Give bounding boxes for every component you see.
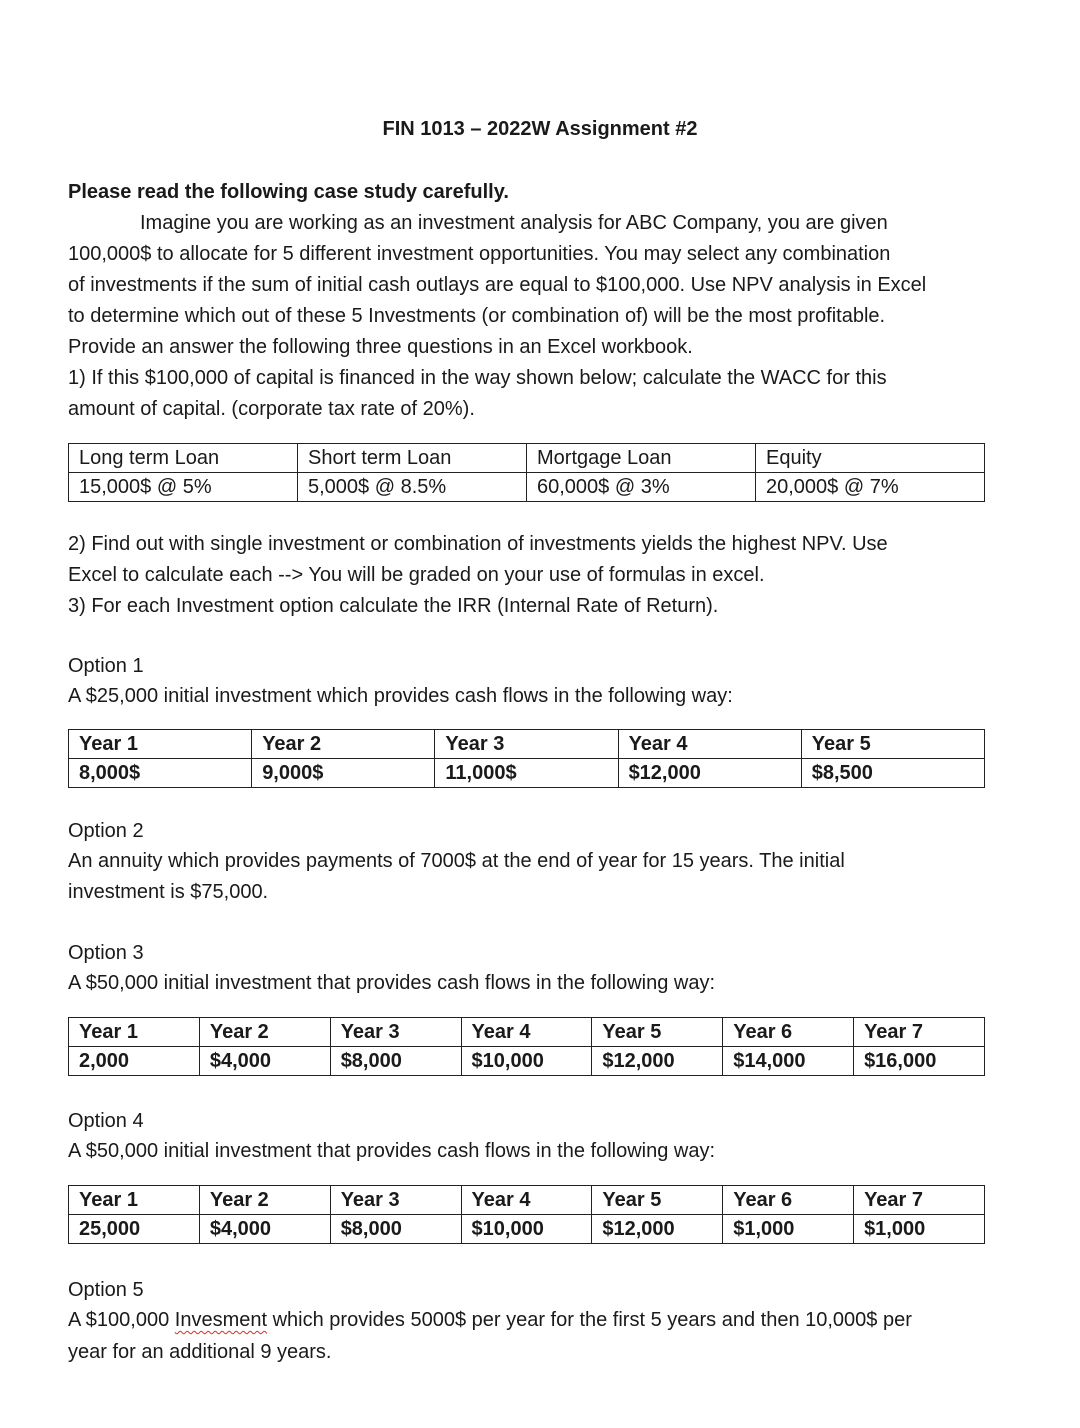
intro-line: of investments if the sum of initial cash outlays are equal to $100,000. Use NPV analysis in Excel bbox=[68, 274, 927, 296]
option-1-description: A $25,000 initial investment which provides cash flows in the following way: bbox=[68, 685, 733, 707]
intro-line: to determine which out of these 5 Investments (or combination of) will be the most profitable. bbox=[68, 305, 886, 327]
table-header-cell: Year 3 bbox=[435, 730, 618, 759]
table-header-cell: Year 5 bbox=[801, 730, 984, 759]
table-cell: $16,000 bbox=[854, 1047, 985, 1076]
table-header-cell: Year 6 bbox=[723, 1018, 854, 1047]
table-header-cell: Year 3 bbox=[330, 1186, 461, 1215]
option-4-label: Option 4 bbox=[68, 1110, 144, 1132]
table-cell: $8,500 bbox=[801, 759, 984, 788]
option-2-description: An annuity which provides payments of 7000$ at the end of year for 15 years. The initial bbox=[68, 850, 845, 872]
table-cell: $4,000 bbox=[199, 1215, 330, 1244]
option-4-table bbox=[68, 1185, 985, 1244]
table-row bbox=[69, 730, 985, 759]
table-header-cell: Year 7 bbox=[854, 1186, 985, 1215]
question-3-line: 3) For each Investment option calculate the IRR (Internal Rate of Return). bbox=[68, 595, 719, 617]
table-header-cell: Short term Loan bbox=[298, 444, 527, 473]
page-title: FIN 1013 – 2022W Assignment #2 bbox=[382, 118, 698, 140]
option-5-text: which provides 5000$ per year for the first 5 years and then 10,000$ per bbox=[267, 1309, 912, 1331]
question-2-line: Excel to calculate each --> You will be graded on your use of formulas in excel. bbox=[68, 564, 765, 586]
question-2-line: 2) Find out with single investment or combination of investments yields the highest NPV. Use bbox=[68, 533, 888, 555]
table-header-cell: Long term Loan bbox=[69, 444, 298, 473]
intro-line: Imagine you are working as an investment analysis for ABC Company, you are given bbox=[140, 212, 888, 234]
option-3-table bbox=[68, 1017, 985, 1076]
option-2-label: Option 2 bbox=[68, 820, 144, 842]
table-header-cell: Year 5 bbox=[592, 1186, 723, 1215]
table-header-cell: Year 7 bbox=[854, 1018, 985, 1047]
table-cell: 2,000 bbox=[69, 1047, 200, 1076]
option-5-description: year for an additional 9 years. bbox=[68, 1341, 332, 1363]
intro-line: Provide an answer the following three questions in an Excel workbook. bbox=[68, 336, 693, 358]
intro-line: 100,000$ to allocate for 5 different investment opportunities. You may select any combination bbox=[68, 243, 891, 265]
table-header-cell: Year 1 bbox=[69, 1186, 200, 1215]
table-row bbox=[69, 473, 985, 502]
table-header-cell: Equity bbox=[756, 444, 985, 473]
table-row bbox=[69, 1215, 985, 1244]
table-row bbox=[69, 1018, 985, 1047]
option-3-label: Option 3 bbox=[68, 942, 144, 964]
table-header-cell: Year 4 bbox=[461, 1186, 592, 1215]
table-header-cell: Year 6 bbox=[723, 1186, 854, 1215]
table-cell: $12,000 bbox=[618, 759, 801, 788]
table-cell: 20,000$ @ 7% bbox=[756, 473, 985, 502]
table-header-cell: Year 5 bbox=[592, 1018, 723, 1047]
question-1-line: amount of capital. (corporate tax rate of 20%). bbox=[68, 398, 475, 420]
table-cell: $8,000 bbox=[330, 1215, 461, 1244]
option-3-description: A $50,000 initial investment that provides cash flows in the following way: bbox=[68, 972, 716, 994]
table-cell: $1,000 bbox=[723, 1215, 854, 1244]
table-cell: 25,000 bbox=[69, 1215, 200, 1244]
table-cell: 9,000$ bbox=[252, 759, 435, 788]
table-cell: 8,000$ bbox=[69, 759, 252, 788]
table-row bbox=[69, 1186, 985, 1215]
table-cell: 11,000$ bbox=[435, 759, 618, 788]
option-1-table bbox=[68, 729, 985, 788]
option-5-description bbox=[68, 1305, 988, 1336]
table-row bbox=[69, 444, 985, 473]
misspelled-word: Invesment bbox=[174, 1309, 268, 1331]
option-5-text: A $100,000 bbox=[68, 1309, 175, 1331]
financing-table bbox=[68, 443, 985, 502]
table-header-cell: Year 1 bbox=[69, 730, 252, 759]
table-cell: $1,000 bbox=[854, 1215, 985, 1244]
option-1-label: Option 1 bbox=[68, 655, 144, 677]
table-row bbox=[69, 1047, 985, 1076]
table-cell: $8,000 bbox=[330, 1047, 461, 1076]
table-cell: $10,000 bbox=[461, 1215, 592, 1244]
table-header-cell: Year 1 bbox=[69, 1018, 200, 1047]
table-cell: 60,000$ @ 3% bbox=[527, 473, 756, 502]
option-5-label: Option 5 bbox=[68, 1279, 144, 1301]
table-header-cell: Year 2 bbox=[252, 730, 435, 759]
table-cell: 15,000$ @ 5% bbox=[69, 473, 298, 502]
table-header-cell: Year 2 bbox=[199, 1018, 330, 1047]
table-cell: 5,000$ @ 8.5% bbox=[298, 473, 527, 502]
table-cell: $14,000 bbox=[723, 1047, 854, 1076]
table-cell: $12,000 bbox=[592, 1047, 723, 1076]
table-header-cell: Year 2 bbox=[199, 1186, 330, 1215]
table-header-cell: Year 4 bbox=[461, 1018, 592, 1047]
table-header-cell: Year 3 bbox=[330, 1018, 461, 1047]
table-cell: $4,000 bbox=[199, 1047, 330, 1076]
intro-heading: Please read the following case study carefully. bbox=[68, 181, 509, 203]
question-1-line: 1) If this $100,000 of capital is financed in the way shown below; calculate the WACC for this bbox=[68, 367, 887, 389]
table-row bbox=[69, 759, 985, 788]
table-cell: $10,000 bbox=[461, 1047, 592, 1076]
option-4-description: A $50,000 initial investment that provides cash flows in the following way: bbox=[68, 1140, 716, 1162]
table-header-cell: Mortgage Loan bbox=[527, 444, 756, 473]
table-header-cell: Year 4 bbox=[618, 730, 801, 759]
option-2-description: investment is $75,000. bbox=[68, 881, 269, 903]
table-cell: $12,000 bbox=[592, 1215, 723, 1244]
